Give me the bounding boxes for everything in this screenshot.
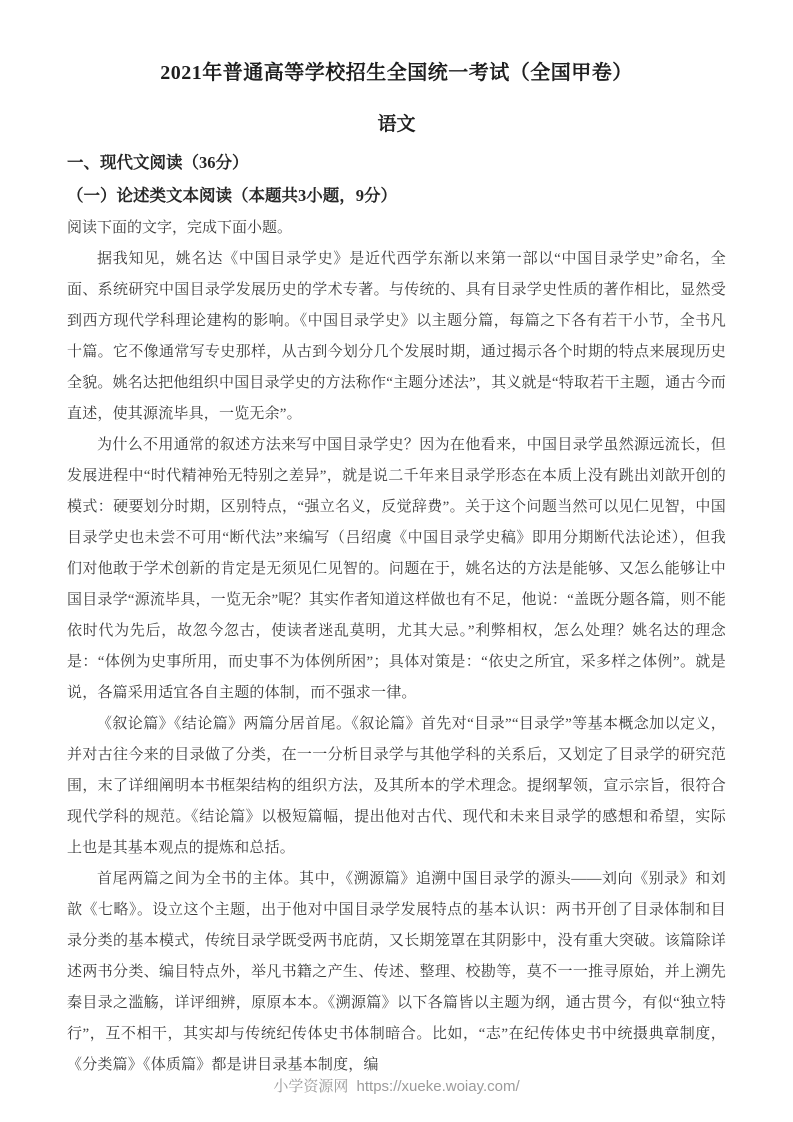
passage-paragraph-4: 首尾两篇之间为全书的主体。其中，《溯源篇》追溯中国目录学的源头——刘向《别录》和刘歆《七略》。设立这个主题，出于他对中国目录学发展特点的基本认识：两书开创了目录体制和目录分类的基本模式，传统目录学既受两书庇荫，又长期笼罩在其阴影中，没有重大突破。该篇除详述两书分类、编目特点外，举凡书籍之产生、传述、整理、校勘等，莫不一一推寻原始，并上溯先秦目录之滥觞，详评细辨，原原本本。《溯源篇》以下各篇皆以主题为纲，通古贯今，有似“独立特行”，互不相干，其实却与传统纪传体史书体制暗合。比如，“志”在纪传体史书中统摄典章制度，《分类篇》《体质篇》都是讲目录基本制度，编 xyxy=(67,871,726,1073)
watermark-footer xyxy=(0,1075,793,1096)
reading-instruction: 阅读下面的文字，完成下面小题。 xyxy=(67,220,293,236)
watermark-site-name: 小学资源网 xyxy=(273,1078,349,1095)
subsection-heading: （一）论述类文本阅读（本题共3小题，9分） xyxy=(67,186,397,205)
subject-title: 语文 xyxy=(377,114,416,135)
exam-title: 2021年普通高等学校招生全国统一考试（全国甲卷） xyxy=(160,62,633,84)
watermark-url: https://xueke.woiay.com/ xyxy=(356,1078,520,1095)
passage-paragraph-3: 《叙论篇》《结论篇》两篇分居首尾。《叙论篇》首先对“目录”“目录学”等基本概念加以定义，并对古往今来的目录做了分类，在一一分析目录学与其他学科的关系后，又划定了目录学的研究范围，末了详细阐明本书框架结构的组织方法，及其所本的学术理念。提纲挈领，宣示宗旨，很符合现代学科的规范。《结论篇》以极短篇幅，提出他对古代、现代和未来目录学的感想和希望，实际上也是其基本观点的提炼和总括。 xyxy=(67,716,726,856)
section-heading: 一、现代文阅读（36分） xyxy=(67,153,249,172)
passage-paragraph-1: 据我知见，姚名达《中国目录学史》是近代西学东渐以来第一部以“中国目录学史”命名，全面、系统研究中国目录学发展历史的学术专著。与传统的、具有目录学史性质的著作相比，显然受到西方现代学科理论建构的影响。《中国目录学史》以主题分篇，每篇之下各有若干小节，全书凡十篇。它不像通常写专史那样，从古到今划分几个发展时期，通过揭示各个时期的特点来展现历史全貌。姚名达把他组织中国目录学史的方法称作“主题分述法”，其义就是“特取若干主题，通古今而直述，使其源流毕具，一览无余”。 xyxy=(67,251,726,422)
passage-paragraph-2: 为什么不用通常的叙述方法来写中国目录学史？因为在他看来，中国目录学虽然源远流长，但发展进程中“时代精神殆无特别之差异”，就是说二千年来目录学形态在本质上没有跳出刘歆开创的模式：硬要划分时期，区别特点，“强立名义，反觉辞费”。关于这个问题当然可以见仁见智，中国目录学史也未尝不可用“断代法”来编写（吕绍虞《中国目录学史稿》即用分期断代法论述），但我们对他敢于学术创新的肯定是无须见仁见智的。问题在于，姚名达的方法是能够、又怎么能够让中国目录学“源流毕具，一览无余”呢？其实作者知道这样做也有不足，他说：“盖既分题各篇，则不能依时代为先后，故忽今忽古，使读者迷乱莫明，尤其大忌。”利弊相权，怎么处理？姚名达的理念是：“体例为史事所用，而史事不为体例所困”；具体对策是：“依史之所宜，采多样之体例”。就是说，各篇采用适宜各自主题的体制，而不强求一律。 xyxy=(67,437,726,701)
